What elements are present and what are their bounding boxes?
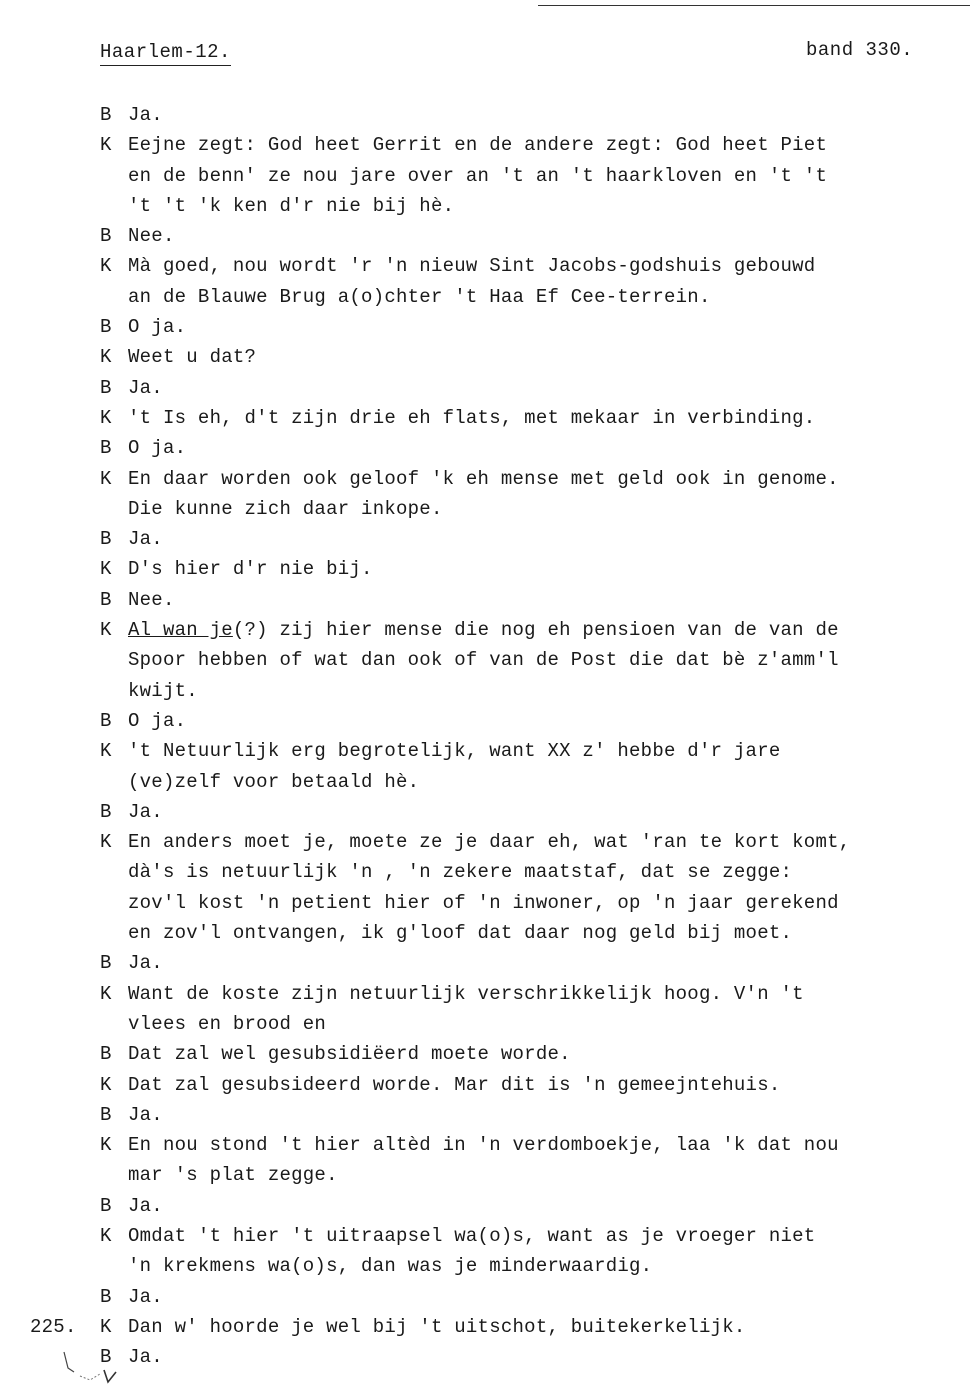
speaker-label: K [100, 467, 112, 490]
speaker-label: B [100, 1194, 112, 1217]
utterance-line: O ja. [128, 437, 187, 460]
utterance-line: (ve)zelf voor betaald hè. [128, 770, 420, 793]
utterance-line: O ja. [128, 316, 187, 339]
speaker-label: K [100, 1073, 112, 1096]
speaker-label: K [100, 558, 112, 581]
speaker-turn [100, 1130, 900, 1160]
speaker-label: B [100, 588, 112, 611]
utterance-line: Ja. [128, 376, 163, 399]
utterance-line: Ja. [128, 104, 163, 126]
speaker-label: K [100, 134, 112, 157]
utterance-line: Weet u dat? [128, 346, 257, 369]
speaker-turn-continuation [100, 645, 900, 675]
speaker-turn [100, 1070, 900, 1100]
speaker-label [100, 857, 128, 887]
utterance-line: en zov'l ontvangen, ik g'loof dat daar nog geld bij moet. [128, 922, 793, 945]
speaker-turn [30, 1312, 900, 1342]
speaker-turn [100, 1221, 900, 1251]
speaker-turn [100, 100, 900, 130]
speaker-turn-continuation [100, 767, 900, 797]
speaker-turn [100, 373, 900, 403]
speaker-label: B [100, 1285, 112, 1308]
speaker-turn [100, 312, 900, 342]
speaker-label: B [100, 225, 112, 248]
speaker-turn [100, 1100, 900, 1130]
header-location: Haarlem-12. [100, 40, 231, 66]
utterance-line: 't Is eh, d't zijn drie eh flats, met mekaar in verbinding. [128, 406, 816, 429]
utterance-line: zov'l kost 'n petient hier of 'n inwoner, op 'n jaar gerekend [128, 891, 839, 914]
speaker-turn [100, 524, 900, 554]
speaker-label: B [100, 1346, 112, 1369]
speaker-turn [100, 221, 900, 251]
speaker-label [100, 767, 128, 797]
utterance-line: kwijt. [128, 679, 198, 702]
speaker-turn [100, 948, 900, 978]
utterance-line: O ja. [128, 709, 187, 732]
speaker-label [100, 1009, 128, 1039]
utterance-line: 't Netuurlijk erg begrotelijk, want XX z' hebbe d'r jare [128, 740, 781, 763]
utterance-line: Eejne zegt: God heet Gerrit en de andere zegt: God heet Piet [128, 134, 828, 157]
speaker-turn [100, 979, 900, 1009]
margin-mark-icon [60, 1350, 120, 1386]
speaker-turn [100, 342, 900, 372]
utterance-line: Ja. [128, 952, 163, 975]
speaker-label [100, 676, 128, 706]
speaker-label: K [100, 255, 112, 278]
speaker-label: K [100, 1134, 112, 1157]
speaker-label: K [100, 831, 112, 854]
speaker-turn-continuation [100, 494, 900, 524]
speaker-label [100, 161, 128, 191]
speaker-turn-continuation [100, 1251, 900, 1281]
speaker-label: B [100, 528, 112, 551]
speaker-turn [100, 736, 900, 766]
speaker-turn [100, 464, 900, 494]
speaker-turn [100, 130, 900, 160]
speaker-label: B [100, 952, 112, 975]
utterance-line: En daar worden ook geloof 'k eh mense met geld ook in genome. [128, 467, 839, 490]
utterance-line: dà's is netuurlijk 'n , 'n zekere maatstaf, dat se zegge: [128, 861, 793, 884]
speaker-turn [100, 251, 900, 281]
speaker-label [100, 282, 128, 312]
speaker-turn-continuation [100, 161, 900, 191]
underlined-phrase: Al wan je [128, 619, 233, 642]
speaker-turn [100, 1191, 900, 1221]
speaker-turn-continuation [100, 676, 900, 706]
speaker-label: B [100, 709, 112, 732]
speaker-label [100, 191, 128, 221]
utterance-line: Ja. [128, 1285, 163, 1308]
utterance-line: Die kunne zich daar inkope. [128, 497, 443, 520]
speaker-label [100, 918, 128, 948]
top-rule [538, 5, 970, 6]
speaker-label: B [100, 1103, 112, 1126]
utterance-line: Ja. [128, 1194, 163, 1217]
speaker-turn [100, 1342, 900, 1372]
speaker-turn [100, 585, 900, 615]
header-tape-number: band 330. [806, 39, 914, 61]
utterance-line: Ja. [128, 528, 163, 551]
utterance-line: Al wan je(?) zij hier mense die nog eh pensioen van de van de [128, 619, 839, 642]
speaker-label: K [100, 982, 112, 1005]
speaker-label [100, 1251, 128, 1281]
speaker-label [100, 1160, 128, 1190]
speaker-turn [100, 615, 900, 645]
utterance-line: en de benn' ze nou jare over an 't an 't haarkloven en 't 't [128, 164, 828, 187]
utterance-line: Spoor hebben of wat dan ook of van de Post die dat bè z'amm'l [128, 649, 839, 672]
speaker-turn-continuation [100, 1160, 900, 1190]
speaker-turn [100, 827, 900, 857]
speaker-label [100, 888, 128, 918]
utterance-line: Mà goed, nou wordt 'r 'n nieuw Sint Jacobs-godshuis gebouwd [128, 255, 816, 278]
speaker-label: K [100, 1315, 112, 1338]
utterance-line: an de Blauwe Brug a(o)chter 't Haa Ef Cee-terrein. [128, 285, 711, 308]
margin-line-number: 225. [30, 1315, 77, 1338]
utterance-line: Ja. [128, 800, 163, 823]
speaker-label: B [100, 437, 112, 460]
speaker-label: K [100, 346, 112, 369]
utterance-line: mar 's plat zegge. [128, 1164, 338, 1187]
utterance-line: vlees en brood en [128, 1012, 327, 1035]
speaker-label: B [100, 104, 112, 126]
speaker-turn-continuation [100, 918, 900, 948]
utterance-line: Ja. [128, 1103, 163, 1126]
speaker-turn-continuation [100, 1009, 900, 1039]
speaker-label: K [100, 619, 112, 642]
utterance-line: Ja. [128, 1346, 163, 1369]
speaker-turn-continuation [100, 191, 900, 221]
speaker-turn [100, 1039, 900, 1069]
utterance-line: 't 't 'k ken d'r nie bij hè. [128, 194, 455, 217]
speaker-label: B [100, 1043, 112, 1066]
speaker-label: K [100, 406, 112, 429]
speaker-turn [100, 706, 900, 736]
transcript-body [30, 100, 900, 1372]
speaker-turn [100, 433, 900, 463]
speaker-label: B [100, 376, 112, 399]
utterance-line: En nou stond 't hier altèd in 'n verdomboekje, laa 'k dat nou [128, 1134, 839, 1157]
speaker-turn [100, 554, 900, 584]
utterance-line: En anders moet je, moete ze je daar eh, wat 'ran te kort komt, [128, 831, 851, 854]
speaker-label [100, 645, 128, 675]
speaker-turn-continuation [100, 888, 900, 918]
speaker-label: B [100, 316, 112, 339]
speaker-label: B [100, 800, 112, 823]
utterance-line: 'n krekmens wa(o)s, dan was je minderwaardig. [128, 1255, 653, 1278]
utterance-line: Nee. [128, 225, 175, 248]
speaker-turn [100, 797, 900, 827]
utterance-line: Dan w' hoorde je wel bij 't uitschot, buitekerkelijk. [128, 1315, 746, 1338]
utterance-line: Dat zal wel gesubsidiëerd moete worde. [128, 1043, 571, 1066]
speaker-turn [100, 1282, 900, 1312]
speaker-label: K [100, 1224, 112, 1247]
utterance-line: Want de koste zijn netuurlijk verschrikkelijk hoog. V'n 't [128, 982, 804, 1005]
utterance-line: D's hier d'r nie bij. [128, 558, 373, 581]
speaker-turn [100, 403, 900, 433]
speaker-label: K [100, 740, 112, 763]
utterance-line: Nee. [128, 588, 175, 611]
utterance-line: Dat zal gesubsideerd worde. Mar dit is 'n gemeejntehuis. [128, 1073, 781, 1096]
speaker-label [100, 494, 128, 524]
utterance-line: Omdat 't hier 't uitraapsel wa(o)s, want as je vroeger niet [128, 1224, 816, 1247]
speaker-turn-continuation [100, 282, 900, 312]
speaker-turn-continuation [100, 857, 900, 887]
